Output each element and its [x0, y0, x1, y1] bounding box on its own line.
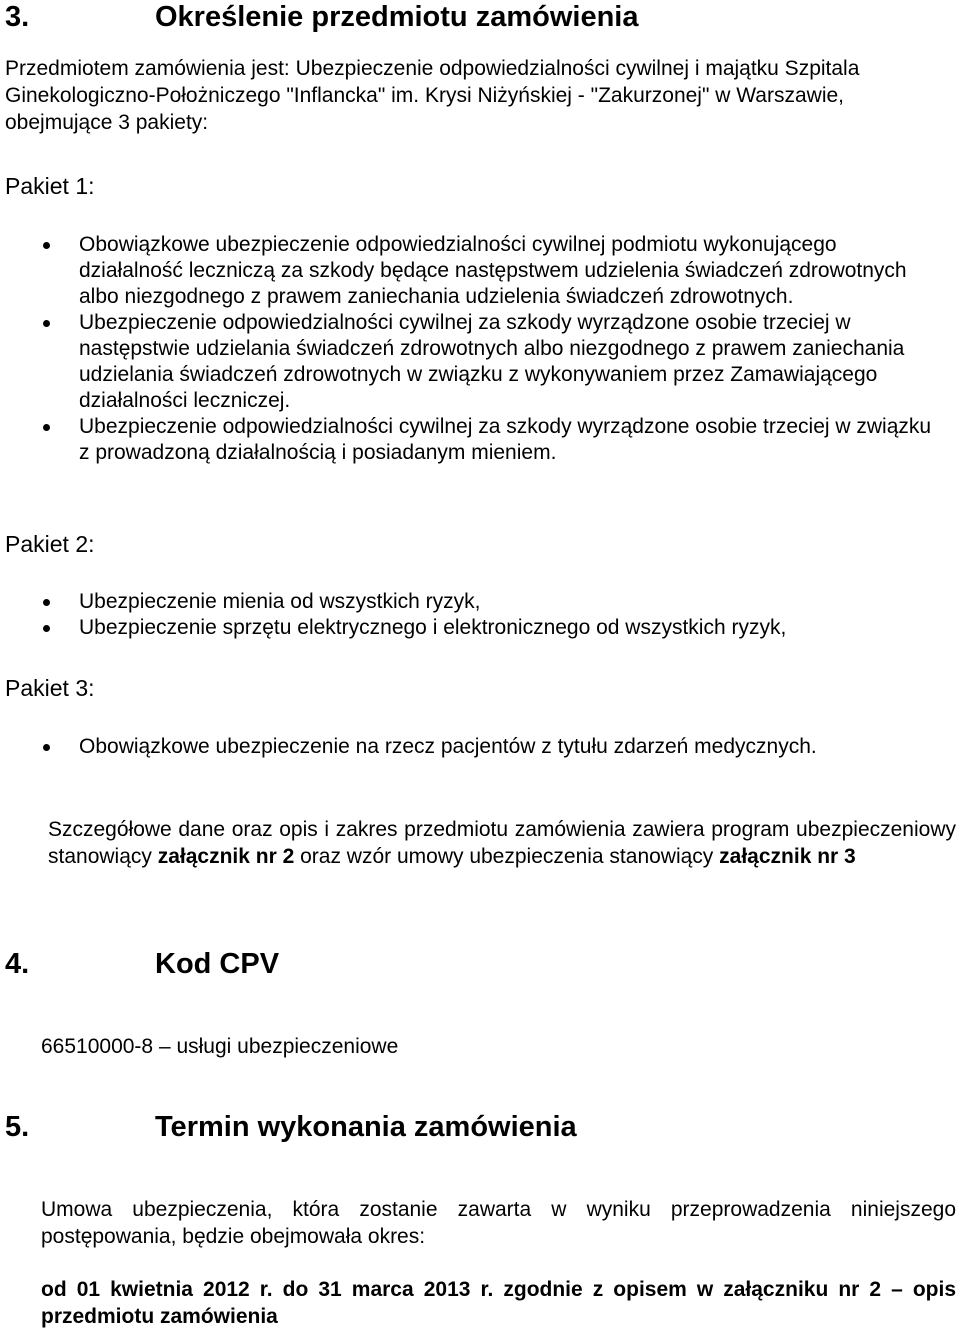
- section-title: Termin wykonania zamówienia: [155, 1111, 577, 1143]
- section-number: 4.: [5, 948, 30, 980]
- list-item: Obowiązkowe ubezpieczenie odpowiedzialności cywilnej podmiotu wykonującego działalność leczniczą za szkody będące następstwem udzielenia świadczeń zdrowotnych albo niezgodnego z prawem zaniechania udzielenia świadczeń zdrowotnych.: [0, 232, 945, 310]
- bullet-icon: [43, 424, 50, 431]
- section-5-heading: [0, 1110, 960, 1144]
- list-item: Ubezpieczenie mienia od wszystkich ryzyk,: [0, 589, 945, 615]
- cpv-code: 66510000-8 – usługi ubezpieczeniowe: [41, 1035, 399, 1058]
- package-3-label: Pakiet 3:: [5, 675, 95, 701]
- section-number: 5.: [5, 1111, 30, 1143]
- term-paragraph: Umowa ubezpieczenia, która zostanie zawarta w wyniku przeprowadzenia niniejszego postępowania, będzie obejmowała okres:: [41, 1198, 956, 1248]
- list-item: Ubezpieczenie sprzętu elektrycznego i elektronicznego od wszystkich ryzyk,: [0, 615, 945, 641]
- details-paragraph: Szczegółowe dane oraz opis i zakres przedmiotu zamówienia zawiera program ubezpieczeniowy stanowiący załącznik nr 2 oraz wzór umowy ubezpieczenia stanowiący załącznik nr 3: [48, 818, 956, 868]
- list-item: Obowiązkowe ubezpieczenie na rzecz pacjentów z tytułu zdarzeń medycznych.: [0, 734, 945, 760]
- section-4-heading: [0, 947, 960, 981]
- bullet-icon: [43, 744, 50, 751]
- package-1-list: [0, 232, 945, 466]
- bullet-icon: [43, 320, 50, 327]
- package-3-list: [0, 734, 945, 760]
- bullet-icon: [43, 599, 50, 606]
- list-item: Ubezpieczenie odpowiedzialności cywilnej za szkody wyrządzone osobie trzeciej w związku z prowadzoną działalnością i posiadanym mieniem.: [0, 414, 945, 466]
- package-2-label: Pakiet 2:: [5, 531, 95, 557]
- bullet-icon: [43, 625, 50, 632]
- section-3-heading: [0, 0, 960, 34]
- section-title: Określenie przedmiotu zamówienia: [155, 1, 639, 33]
- intro-paragraph: Przedmiotem zamówienia jest: Ubezpieczenie odpowiedzialności cywilnej i majątku Szpitala Ginekologiczno-Położniczego "Inflancka" im. Krysi Niżyńskiej - "Zakurzonej" w Warszawie, obejmujące 3 pakiety:: [5, 57, 860, 134]
- section-number: 3.: [5, 1, 30, 33]
- section-title: Kod CPV: [155, 948, 280, 980]
- package-1-label: Pakiet 1:: [5, 173, 95, 199]
- term-period: od 01 kwietnia 2012 r. do 31 marca 2013 r. zgodnie z opisem w załączniku nr 2 – opis przedmiotu zamówienia: [41, 1278, 956, 1328]
- bullet-icon: [43, 242, 50, 249]
- package-2-list: [0, 589, 945, 641]
- list-item: Ubezpieczenie odpowiedzialności cywilnej za szkody wyrządzone osobie trzeciej w następstwie udzielania świadczeń zdrowotnych albo niezgodnego z prawem zaniechania udzielania świadczeń zdrowotnych w związku z wykonywaniem przez Zamawiającego działalności leczniczej.: [0, 310, 945, 414]
- attachment-2-ref: załącznik nr 2: [157, 845, 295, 868]
- attachment-3-ref: załącznik nr 3: [719, 845, 856, 868]
